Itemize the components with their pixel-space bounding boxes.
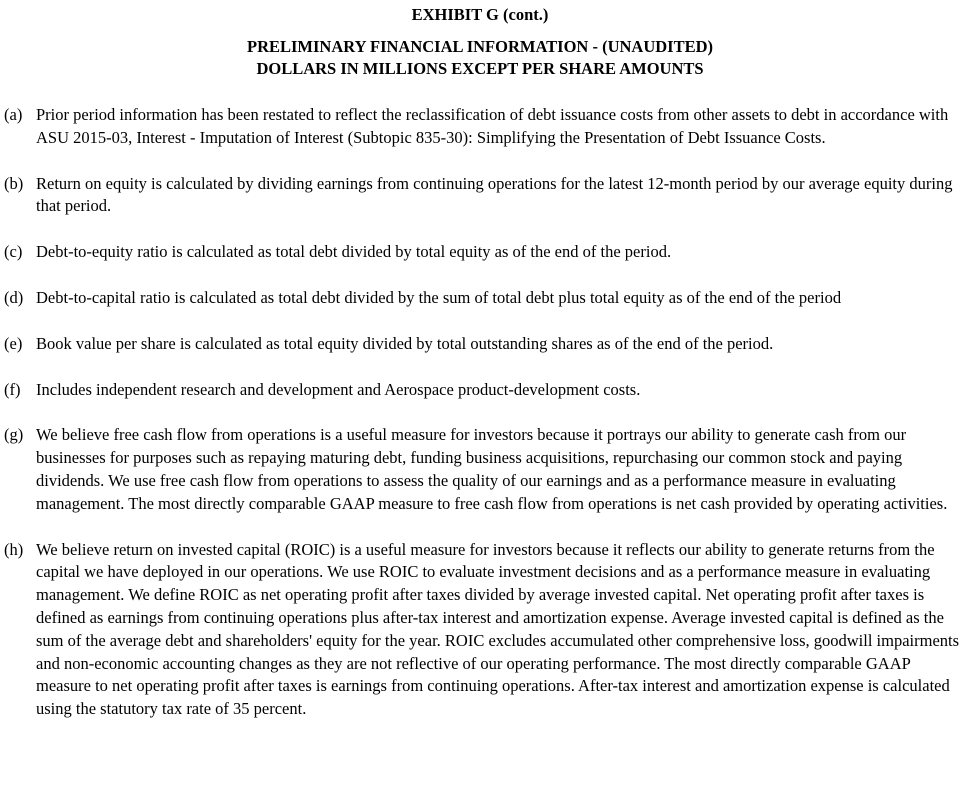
footnote-a bbox=[0, 104, 972, 150]
footnote-text: Debt-to-capital ratio is calculated as total debt divided by the sum of total debt plus total equity as of the end of the period bbox=[36, 287, 842, 307]
footnote-text: Debt-to-equity ratio is calculated as total debt divided by total equity as of the end of the period. bbox=[36, 242, 672, 262]
footnote-label: (f) bbox=[4, 379, 21, 399]
footnote-label: (c) bbox=[4, 242, 23, 262]
footnote-label: (h) bbox=[4, 539, 24, 559]
title-line-1: PRELIMINARY FINANCIAL INFORMATION - (UNAUDITED) bbox=[246, 37, 713, 56]
footnote-label: (b) bbox=[4, 173, 24, 193]
document-title bbox=[0, 36, 960, 80]
footnote-text: We believe free cash flow from operations is a useful measure for investors because it portrays our ability to generate cash from our businesses for purposes such as repaying maturing debt, funding business acquisitions, repurchasing our common stock and paying dividends. We use free cash flow from operations to assess the quality of our earnings and as a performance measure in evaluating management. The most directly comparable GAAP measure to free cash flow from operations is net cash provided by operating activities. bbox=[36, 425, 948, 513]
footnote-text: Includes independent research and development and Aerospace product-development costs. bbox=[36, 379, 641, 399]
exhibit-heading: EXHIBIT G (cont.) bbox=[411, 5, 549, 24]
footnote-text: Book value per share is calculated as total equity divided by total outstanding shares as of the end of the period. bbox=[36, 333, 774, 353]
footnote-e bbox=[0, 333, 972, 356]
footnote-d bbox=[0, 287, 972, 310]
footnote-c bbox=[0, 241, 972, 264]
footnote-label: (e) bbox=[4, 333, 23, 353]
footnotes-list bbox=[0, 104, 972, 721]
title-line-2: DOLLARS IN MILLIONS EXCEPT PER SHARE AMOUNTS bbox=[256, 59, 704, 78]
footnote-f bbox=[0, 379, 972, 402]
footnote-text: Return on equity is calculated by dividing earnings from continuing operations for the latest 12-month period by our average equity during that period. bbox=[36, 173, 953, 216]
footnote-g bbox=[0, 424, 972, 515]
footnote-text: Prior period information has been restated to reflect the reclassification of debt issuance costs from other assets to debt in accordance with ASU 2015-03, Interest - Imputation of Interest (Subtopic 835-30): Simplifying the Presentation of Debt Issuance Costs. bbox=[36, 105, 949, 147]
footnote-label: (g) bbox=[4, 425, 24, 445]
footnote-b bbox=[0, 173, 972, 219]
footnote-h bbox=[0, 539, 972, 721]
footnote-label: (d) bbox=[4, 287, 24, 307]
footnote-label: (a) bbox=[4, 105, 23, 124]
footnote-text: We believe return on invested capital (ROIC) is a useful measure for investors because it reflects our ability to generate returns from the capital we have deployed in our operations. We use ROIC to evaluate investment decisions and as a performance measure in evaluating management. We define ROIC as net operating profit after taxes divided by average invested capital. Net operating profit after taxes is defined as earnings from continuing operations plus after-tax interest and amortization expense. Average invested capital is defined as the sum of the average debt and shareholders' equity for the year. ROIC excludes accumulated other comprehensive loss, goodwill impairments and non-economic accounting changes as they are not reflective of our operating performance. The most directly comparable GAAP measure to net operating profit after taxes is earnings from continuing operations. After-tax interest and amortization expense is calculated using the statutory tax rate of 35 percent. bbox=[36, 539, 960, 719]
